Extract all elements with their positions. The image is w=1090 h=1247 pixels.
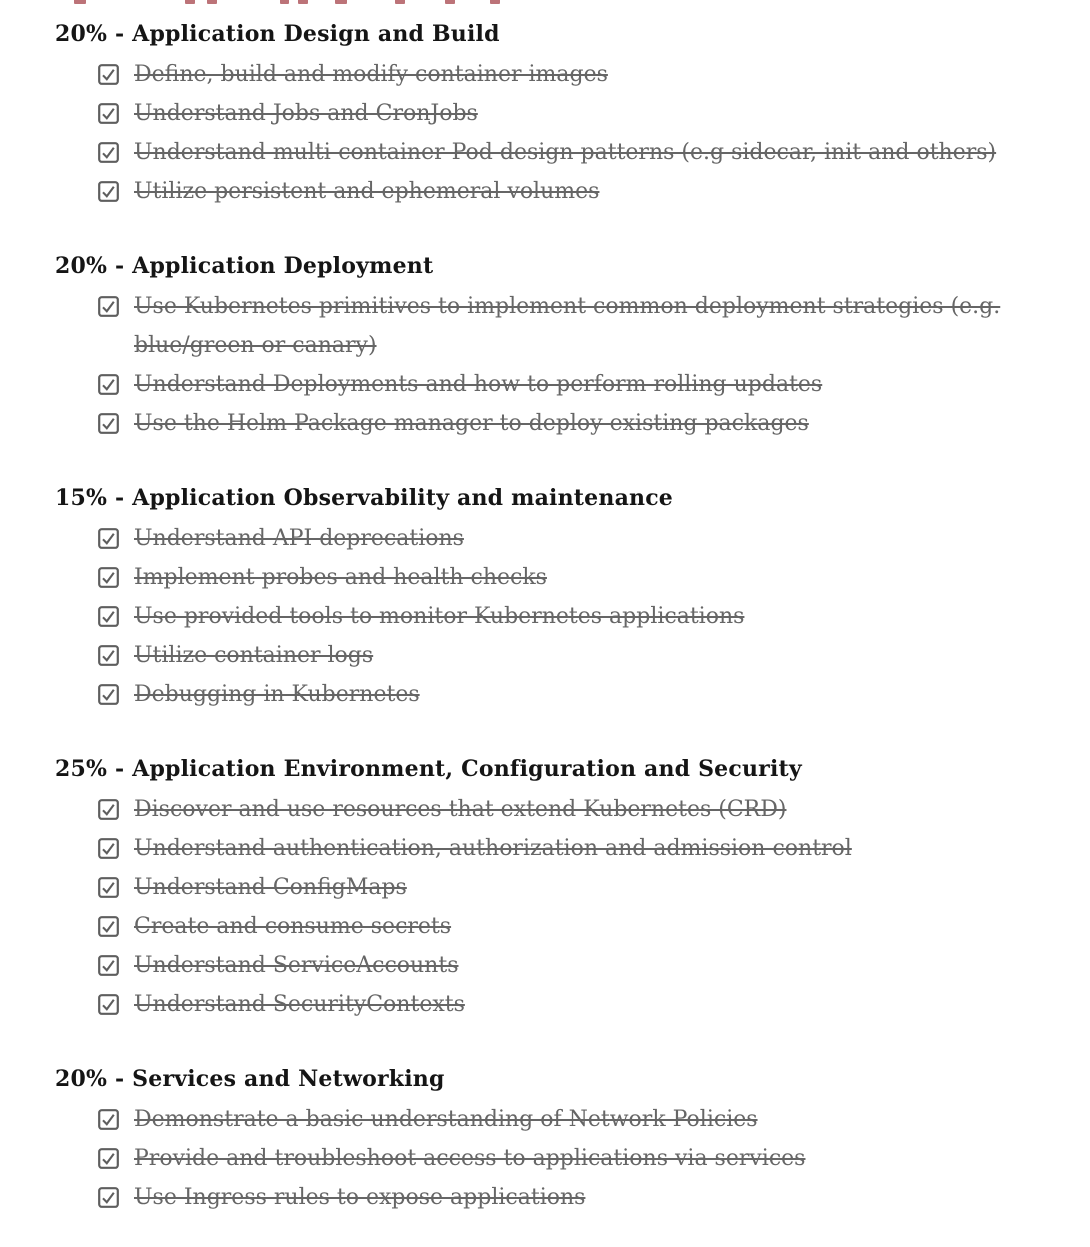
checkbox-checked-icon[interactable]	[98, 606, 119, 627]
clipped-letter-fragment	[445, 0, 455, 4]
clipped-letter-fragment	[185, 0, 195, 4]
clipped-letter-fragment	[395, 0, 405, 4]
objective-item	[98, 1139, 1058, 1178]
objective-item	[98, 675, 1058, 714]
clipped-letter-fragment	[335, 0, 347, 4]
checkbox-checked-icon[interactable]	[98, 838, 119, 859]
objective-label: Understand authentication, authorization and admission control	[134, 836, 852, 861]
curriculum-section	[55, 251, 1058, 443]
section-heading: 25% - Application Environment, Configuration and Security	[55, 756, 802, 782]
clipped-red-heading	[0, 0, 1090, 5]
objective-item	[98, 946, 1058, 985]
objective-item	[98, 790, 1058, 829]
objective-label: Provide and troubleshoot access to applications via services	[134, 1146, 806, 1171]
checkbox-checked-icon[interactable]	[98, 1187, 119, 1208]
checkbox-checked-icon[interactable]	[98, 994, 119, 1015]
objective-item	[98, 1178, 1058, 1217]
checkbox-checked-icon[interactable]	[98, 799, 119, 820]
checkbox-checked-icon[interactable]	[98, 413, 119, 434]
objective-label: Use Kubernetes primitives to implement common deployment strategies (e.g. blue/green or canary)	[134, 294, 1001, 358]
checkbox-checked-icon[interactable]	[98, 103, 119, 124]
objective-label: Understand ServiceAccounts	[134, 953, 459, 978]
clipped-letter-fragment	[490, 0, 500, 4]
objective-label: Understand SecurityContexts	[134, 992, 465, 1017]
objective-list	[55, 519, 1058, 714]
checkbox-checked-icon[interactable]	[98, 528, 119, 549]
objective-item	[98, 636, 1058, 675]
objective-label: Understand multi-container Pod design patterns (e.g sidecar, init and others)	[134, 140, 997, 165]
checkbox-checked-icon[interactable]	[98, 181, 119, 202]
clipped-letter-fragment	[298, 0, 308, 4]
curriculum-section	[55, 754, 1058, 1024]
objective-label: Use provided tools to monitor Kubernetes applications	[134, 604, 745, 629]
clipped-letter-fragment	[207, 0, 217, 4]
objective-item	[98, 868, 1058, 907]
checkbox-checked-icon[interactable]	[98, 142, 119, 163]
section-heading: 20% - Services and Networking	[55, 1066, 445, 1092]
objective-label: Use the Helm Package manager to deploy existing packages	[134, 411, 809, 436]
objective-item	[98, 558, 1058, 597]
objective-label: Understand ConfigMaps	[134, 875, 407, 900]
objective-item	[98, 94, 1058, 133]
objective-label: Implement probes and health checks	[134, 565, 547, 590]
clipped-letter-fragment	[74, 0, 86, 4]
section-heading: 20% - Application Design and Build	[55, 21, 500, 47]
objective-item	[98, 519, 1058, 558]
objective-item	[98, 985, 1058, 1024]
objective-label: Utilize persistent and ephemeral volumes	[134, 179, 600, 204]
objective-item	[98, 907, 1058, 946]
checkbox-checked-icon[interactable]	[98, 1109, 119, 1130]
clipped-letter-fragment	[280, 0, 289, 4]
sections-container	[55, 0, 1058, 1217]
objective-label: Define, build and modify container images	[134, 62, 608, 87]
objective-list	[55, 55, 1058, 211]
checkbox-checked-icon[interactable]	[98, 916, 119, 937]
section-heading: 15% - Application Observability and maintenance	[55, 485, 674, 511]
objective-item	[98, 404, 1058, 443]
checkbox-checked-icon[interactable]	[98, 645, 119, 666]
checkbox-checked-icon[interactable]	[98, 374, 119, 395]
objective-label: Demonstrate a basic understanding of Network Policies	[134, 1107, 758, 1132]
curriculum-section	[55, 1064, 1058, 1217]
checkbox-checked-icon[interactable]	[98, 955, 119, 976]
objective-label: Use Ingress rules to expose applications	[134, 1185, 586, 1210]
objective-item	[98, 365, 1058, 404]
objective-list	[55, 790, 1058, 1024]
objective-item	[98, 829, 1058, 868]
objective-item	[98, 172, 1058, 211]
checkbox-checked-icon[interactable]	[98, 567, 119, 588]
curriculum-section	[55, 483, 1058, 714]
objective-label: Understand API deprecations	[134, 526, 464, 551]
curriculum-section	[55, 19, 1058, 211]
checkbox-checked-icon[interactable]	[98, 684, 119, 705]
objective-label: Discover and use resources that extend Kubernetes (CRD)	[134, 797, 787, 822]
objective-item	[98, 55, 1058, 94]
objective-label: Create and consume secrets	[134, 914, 452, 939]
objective-list	[55, 287, 1058, 443]
objective-label: Debugging in Kubernetes	[134, 682, 420, 707]
objective-item	[98, 597, 1058, 636]
checkbox-checked-icon[interactable]	[98, 1148, 119, 1169]
checkbox-checked-icon[interactable]	[98, 296, 119, 317]
objective-label: Understand Deployments and how to perform rolling updates	[134, 372, 823, 397]
objective-label: Utilize container logs	[134, 643, 374, 668]
objective-label: Understand Jobs and CronJobs	[134, 101, 478, 126]
objective-item	[98, 287, 1058, 365]
section-heading: 20% - Application Deployment	[55, 253, 434, 279]
checkbox-checked-icon[interactable]	[98, 64, 119, 85]
objective-list	[55, 1100, 1058, 1217]
checkbox-checked-icon[interactable]	[98, 877, 119, 898]
objective-item	[98, 133, 1058, 172]
objective-item	[98, 1100, 1058, 1139]
